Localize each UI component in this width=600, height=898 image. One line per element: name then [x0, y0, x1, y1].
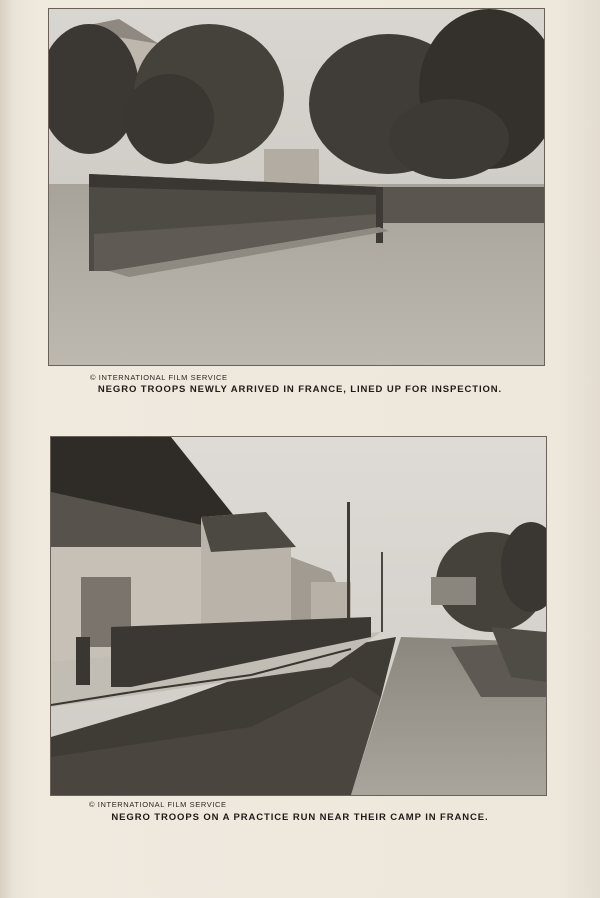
photo-credit: © INTERNATIONAL FILM SERVICE [90, 373, 228, 382]
photo-troops-inspection [48, 8, 545, 366]
photo-credit: © INTERNATIONAL FILM SERVICE [89, 800, 227, 809]
photo-caption: NEGRO TROOPS NEWLY ARRIVED IN FRANCE, LINED UP FOR INSPECTION. [97, 384, 503, 395]
photo-troops-practice-run [50, 436, 547, 796]
photo-caption: NEGRO TROOPS ON A PRACTICE RUN NEAR THEIR CAMP IN FRANCE. [111, 812, 489, 823]
